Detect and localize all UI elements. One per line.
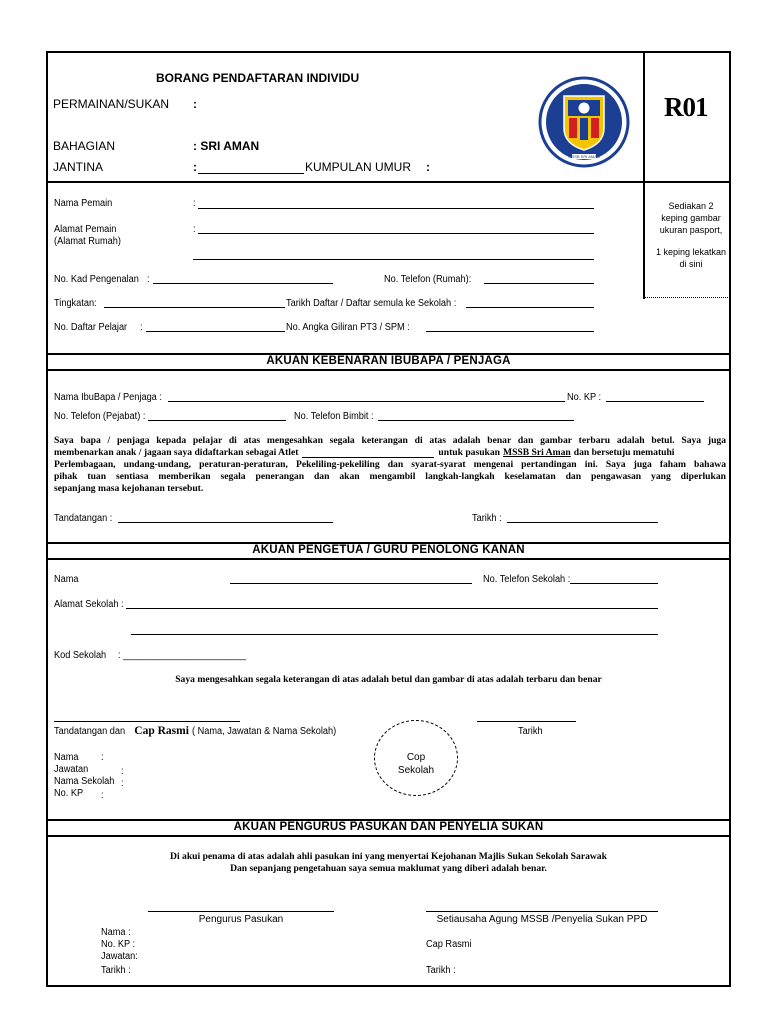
- nama-pemain-colon: :: [193, 198, 196, 209]
- para-l2c: MSSB Sri Aman: [503, 447, 571, 458]
- para-line-5: sepanjang masa kejohanan tersebut.: [54, 483, 204, 494]
- alamat-pemain-colon: :: [193, 224, 196, 235]
- section-manager-bottom: [47, 835, 730, 837]
- pengetua-nama-label: Nama: [54, 574, 79, 585]
- setiausaha-tarikh-label: Tarikh :: [426, 965, 456, 976]
- kumpulan-label: KUMPULAN UMUR: [305, 160, 412, 174]
- para-line-4: pihak tuan sentiasa memberikan segala penerangan dan akan mengambil langkah-langkah keselamatan dan pengawasan yang diperlukan: [54, 471, 726, 482]
- principal-tarikh-field[interactable]: [477, 721, 576, 722]
- parent-declaration: [54, 435, 726, 495]
- tel-pejabat-label: No. Telefon (Pejabat) :: [54, 411, 146, 422]
- photo-line-4: 1 keping lekatkan: [655, 247, 727, 257]
- section-parent-bottom: [47, 369, 730, 371]
- tingkatan-field[interactable]: [104, 307, 285, 308]
- mssb-logo: [538, 76, 630, 168]
- principal-nama-sekolah-label: Nama Sekolah: [54, 776, 115, 787]
- alamat-sekolah-field-1[interactable]: [126, 608, 658, 609]
- parent-tandatangan-field[interactable]: [118, 522, 333, 523]
- para-line-2: [54, 447, 726, 459]
- section-principal-bottom: [47, 558, 730, 560]
- tarikh-daftar-label: Tarikh Daftar / Daftar semula ke Sekolah :: [286, 298, 457, 309]
- pengurus-label: Pengurus Pasukan: [198, 914, 284, 925]
- logo-text: MSSB SRI AMAN: [568, 154, 600, 159]
- parent-tandatangan-label: Tandatangan :: [54, 513, 113, 524]
- principal-nama-colon: :: [101, 752, 104, 763]
- jantina-label: JANTINA: [53, 160, 104, 174]
- tel-pejabat-field[interactable]: [148, 420, 286, 421]
- principal-kp-label: No. KP: [54, 788, 84, 799]
- para-l2b: untuk pasukan: [438, 447, 501, 458]
- tandatangan-suffix: ( Nama, Jawatan & Nama Sekolah): [191, 726, 337, 737]
- principal-signature-field[interactable]: [54, 721, 240, 722]
- angka-giliran-label: No. Angka Giliran PT3 / SPM :: [286, 322, 410, 333]
- form-frame: [46, 51, 731, 987]
- header-bottom-line: [47, 181, 644, 183]
- stamp-text: [374, 751, 458, 777]
- daftar-pelajar-colon: :: [140, 322, 143, 333]
- parent-kp-field[interactable]: [606, 401, 704, 402]
- alamat-pemain-label: Alamat Pemain: [54, 224, 117, 235]
- permainan-label: PERMAINAN/SUKAN: [53, 97, 170, 111]
- kp-colon: :: [147, 274, 150, 285]
- jantina-sep: :: [193, 160, 197, 174]
- tel-sekolah-label: No. Telefon Sekolah :: [483, 574, 571, 585]
- stamp-line-2: Sekolah: [397, 765, 435, 776]
- cap-rasmi-label-2: Cap Rasmi: [426, 939, 472, 950]
- para-line-1: Saya bapa / penjaga kepada pelajar di atas mengesahkan segala keterangan di atas adalah benar dan gambar terbaru adalah betul. Saya juga: [54, 435, 726, 446]
- tarikh-daftar-field[interactable]: [466, 307, 594, 308]
- principal-jawatan-colon: :: [121, 766, 124, 777]
- manager-statement: [48, 851, 729, 875]
- pengetua-nama-field[interactable]: [230, 583, 472, 584]
- photo-box-dotted-bottom: [645, 297, 730, 298]
- nama-ibubapa-label: Nama IbuBapa / Penjaga :: [54, 392, 162, 403]
- manager-statement-2: Dan sepanjang pengetahuan saya semua maklumat yang diberi adalah benar.: [230, 863, 547, 874]
- form-title: BORANG PENDAFTARAN INDIVIDU: [156, 71, 360, 85]
- tel-rumah-field[interactable]: [484, 283, 594, 284]
- manager-statement-1: Di akui penama di atas adalah ahli pasukan ini yang menyertai Kejohanan Majlis Sukan Sekolah Sarawak: [170, 851, 607, 862]
- form-code: R01: [664, 92, 708, 122]
- kp-label: No. Kad Pengenalan: [54, 274, 139, 285]
- alamat-sekolah-label: Alamat Sekolah :: [54, 599, 124, 610]
- manager-kp-label: No. KP :: [101, 939, 136, 950]
- section-principal-title: AKUAN PENGETUA / GURU PENOLONG KANAN: [252, 544, 525, 556]
- nama-ibubapa-field[interactable]: [168, 401, 565, 402]
- photo-line-2: keping gambar: [661, 213, 721, 223]
- tandatangan-prefix: Tandatangan dan: [54, 726, 126, 737]
- principal-tarikh-label: Tarikh: [518, 726, 543, 737]
- manager-tarikh-label: Tarikh :: [101, 965, 131, 976]
- section-parent-title: AKUAN KEBENARAN IBUBAPA / PENJAGA: [266, 355, 511, 367]
- alamat-sekolah-field-2[interactable]: [131, 634, 658, 635]
- angka-giliran-field[interactable]: [426, 331, 594, 332]
- stamp-line-1: Cop: [406, 752, 426, 763]
- code-box-bottom-line: [643, 181, 730, 183]
- tel-rumah-label: No. Telefon (Rumah):: [384, 274, 472, 285]
- photo-line-1: Sediakan 2: [668, 201, 714, 211]
- atlet-field[interactable]: [302, 447, 434, 458]
- nama-pemain-label: Nama Pemain: [54, 198, 113, 209]
- para-l2d: dan bersetuju mematuhi: [573, 447, 675, 458]
- para-l2a: membenarkan anak / jagaan saya didaftarkan sebagai Atlet: [54, 447, 299, 458]
- kumpulan-sep: :: [426, 160, 430, 174]
- kod-sekolah-label: Kod Sekolah: [54, 650, 107, 661]
- parent-tarikh-field[interactable]: [507, 522, 658, 523]
- para-line-3: Perlembagaan, undang-undang, peraturan-peraturan, Pekeliling-pekeliling dan syarat-syarat mengenai pertandingan ini. Saya juga faham bahawa: [54, 459, 726, 470]
- header-divider: [643, 52, 645, 299]
- parent-kp-label: No. KP :: [567, 392, 602, 403]
- alamat-field-2[interactable]: [193, 259, 594, 260]
- parent-tarikh-label: Tarikh :: [472, 513, 502, 524]
- tingkatan-label: Tingkatan:: [54, 298, 97, 309]
- section-manager-title: AKUAN PENGURUS PASUKAN DAN PENYELIA SUKAN: [233, 821, 544, 833]
- permainan-sep: :: [193, 97, 197, 111]
- kod-sekolah-value[interactable]: : ________________________: [118, 650, 246, 661]
- photo-box-text: [648, 200, 734, 270]
- principal-nama-label: Nama: [54, 752, 79, 763]
- kp-field[interactable]: [153, 283, 333, 284]
- setiausaha-signature-field[interactable]: [426, 911, 658, 912]
- manager-nama-label: Nama :: [101, 927, 131, 938]
- principal-jawatan-label: Jawatan: [54, 764, 89, 775]
- pengurus-signature-field[interactable]: [148, 911, 334, 912]
- tel-sekolah-field[interactable]: [570, 583, 658, 584]
- nama-pemain-field[interactable]: [198, 208, 594, 209]
- daftar-pelajar-field[interactable]: [146, 331, 285, 332]
- photo-line-3: ukuran pasport,: [659, 225, 723, 235]
- tel-bimbit-label: No. Telefon Bimbit :: [294, 411, 374, 422]
- photo-line-5: di sini: [679, 259, 703, 269]
- daftar-pelajar-label: No. Daftar Pelajar: [54, 322, 128, 333]
- principal-nama-sekolah-colon: :: [121, 778, 124, 789]
- cap-rasmi-label: Cap Rasmi: [134, 725, 189, 737]
- bahagian-label: BAHAGIAN: [53, 139, 116, 153]
- principal-signature-caption: [54, 725, 349, 737]
- bahagian-value: : SRI AMAN: [193, 139, 260, 153]
- principal-kp-colon: :: [101, 790, 104, 801]
- jantina-field[interactable]: [198, 173, 304, 174]
- tel-bimbit-field[interactable]: [378, 420, 574, 421]
- principal-statement: Saya mengesahkan segala keterangan di atas adalah betul dan gambar di atas adalah terbaru dan benar: [175, 674, 602, 685]
- setiausaha-label: Setiausaha Agung MSSB /Penyelia Sukan PPD: [436, 914, 648, 925]
- alamat-rumah-label: (Alamat Rumah): [54, 236, 121, 247]
- manager-jawatan-label: Jawatan:: [101, 951, 138, 962]
- alamat-field-1[interactable]: [198, 233, 594, 234]
